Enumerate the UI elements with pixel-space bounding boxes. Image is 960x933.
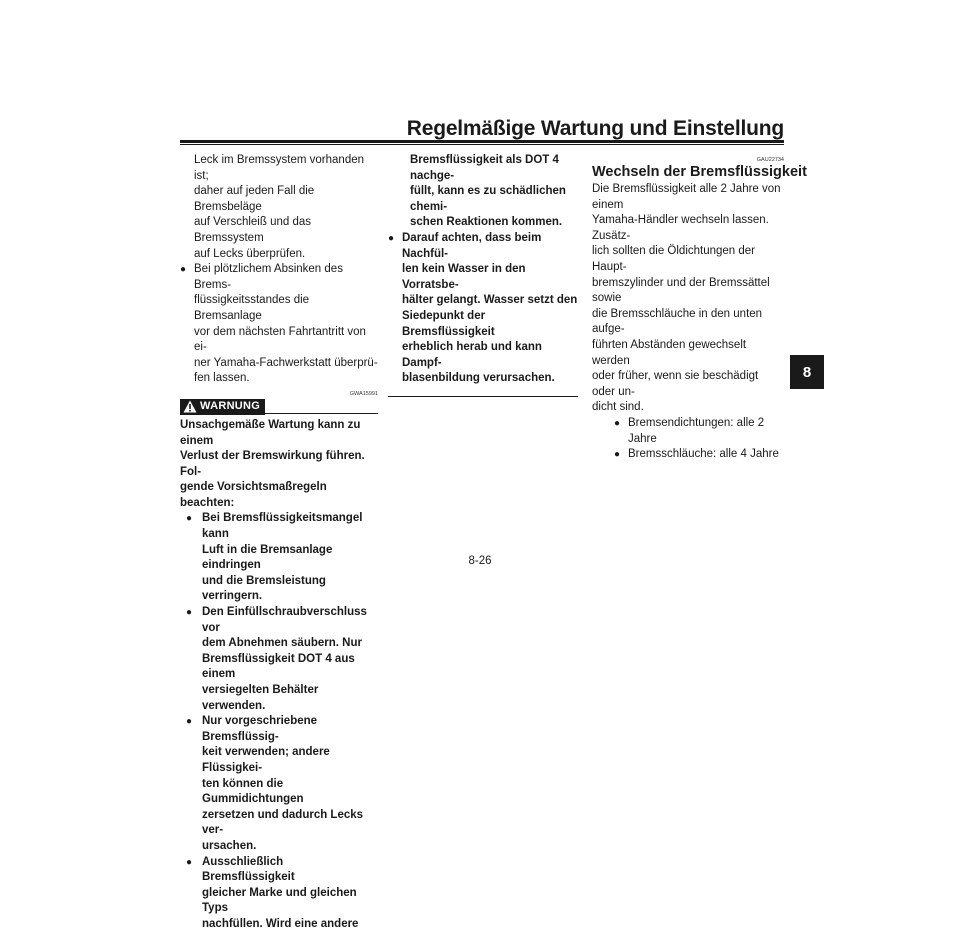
header-rule — [180, 140, 784, 143]
section-code: GAU22734 — [756, 157, 784, 163]
warning-triangle-icon — [183, 400, 197, 413]
text-line: gende Vorsichtsmaßregeln beachten: — [180, 481, 327, 509]
text-line: ● Den Einfüllschraubverschluss vor — [202, 606, 367, 634]
text-line: oder früher, wenn sie beschädigt oder un- — [592, 370, 759, 398]
text-line: ● Darauf achten, dass beim Nachfül- — [402, 231, 542, 260]
warning-bullet-3 — [180, 714, 378, 854]
text-line: versiegelten Behälter verwenden. — [202, 684, 319, 712]
text-line: dicht sind. — [592, 401, 644, 414]
text-line: Yamaha-Händler wechseln lassen. Zusätz- — [592, 214, 769, 242]
text-line: fen lassen. — [194, 372, 250, 385]
warning-bullet-2 — [180, 605, 378, 714]
text-line: daher auf jeden Fall die Bremsbeläge — [194, 185, 315, 213]
header-rule-thin — [180, 144, 784, 145]
warning-label: WARNUNG — [200, 400, 261, 413]
text-line: schen Reaktionen kommen. — [410, 216, 563, 229]
text-line: ● Nur vorgeschriebene Bremsflüssig- — [202, 715, 318, 743]
text-line: vor dem nächsten Fahrtantritt von ei- — [194, 325, 366, 354]
text-line: erheblich herab und kann Dampf- — [402, 341, 542, 369]
text-line: füllt, kann es zu schädlichen chemi- — [410, 185, 566, 213]
text-line: bremszylinder und der Bremssättel sowie — [592, 276, 770, 305]
text-line: Bremsflüssigkeit DOT 4 aus einem — [202, 652, 355, 681]
text-line: Leck im Bremssystem vorhanden ist; — [194, 154, 365, 182]
warning-intro — [180, 418, 378, 512]
intro-paragraph — [180, 153, 378, 262]
text-line: Verlust der Bremswirkung führen. Fol- — [180, 450, 365, 478]
text-line: Unsachgemäße Wartung kann zu einem — [180, 418, 361, 447]
warning-bullet-5 — [388, 231, 580, 387]
text-line: ● Bei plötzlichem Absinken des Brems- — [194, 263, 343, 291]
text-line: ursachen. — [202, 839, 257, 852]
text-line: keit verwenden; andere Flüssigkei- — [202, 746, 330, 774]
text-line: die Bremsschläuche in den unten aufge- — [592, 307, 763, 336]
text-line: Die Bremsflüssigkeit alle 2 Jahre von einem — [592, 183, 781, 211]
text-line: hälter gelangt. Wasser setzt den — [402, 294, 578, 307]
text-line: nachfüllen. Wird eine andere — [202, 917, 359, 930]
section-body — [592, 182, 784, 416]
text-line: blasenbildung verursachen. — [402, 372, 555, 385]
section-title: Wechseln der Bremsflüssigkeit — [592, 164, 807, 180]
text-line: zersetzen und dadurch Lecks ver- — [202, 808, 364, 837]
warning-badge — [180, 399, 265, 415]
text-line: ten können die Gummidichtungen — [202, 777, 304, 806]
text-line: auf Verschleiß und das Bremssystem — [194, 216, 311, 244]
page-number: 8-26 — [468, 555, 492, 567]
warning-bullet-4 — [180, 855, 378, 933]
text-line: Siedepunkt der Bremsflüssigkeit — [402, 309, 495, 338]
text-line: Bremsflüssigkeit als DOT 4 nachge- — [410, 154, 559, 182]
text-line: len kein Wasser in den Vorratsbe- — [402, 263, 526, 291]
column-right — [592, 153, 807, 463]
chapter-tab: 8 — [790, 355, 824, 389]
column-middle — [388, 153, 580, 397]
page-header-title: Regelmäßige Wartung und Einstellung — [406, 117, 784, 140]
text-line: führten Abständen gewechselt werden — [592, 338, 747, 367]
warning-header — [180, 399, 378, 415]
text-line: ● Ausschließlich Bremsflüssigkeit — [202, 855, 295, 884]
warning-rule — [265, 413, 378, 414]
warning-continuation — [388, 153, 580, 231]
text-line: ● Bei Bremsflüssigkeitsmangel kann — [202, 512, 363, 541]
bullet-item-sudden-drop — [180, 262, 378, 387]
list-item: ● Bremsschläuche: alle 4 Jahre — [592, 447, 784, 463]
text-line: ner Yamaha-Fachwerkstatt überprü- — [194, 356, 378, 369]
column-left — [180, 153, 378, 933]
text-line: lich sollten die Öldichtungen der Haupt- — [592, 245, 756, 273]
text-line: dem Abnehmen säubern. Nur — [202, 637, 362, 650]
text-line: flüssigkeitsstandes die Bremsanlage — [194, 294, 310, 322]
warning-code: GWA15991 — [349, 390, 378, 397]
warning-end-rule — [388, 396, 578, 397]
text-line: Luft in die Bremsanlage eindringen — [202, 543, 333, 572]
list-item: ● Bremsendichtungen: alle 2 Jahre — [592, 416, 784, 447]
text-line: und die Bremsleistung verringern. — [202, 574, 326, 603]
text-line: auf Lecks überprüfen. — [194, 247, 306, 260]
text-line: gleicher Marke und gleichen Typs — [202, 886, 357, 915]
